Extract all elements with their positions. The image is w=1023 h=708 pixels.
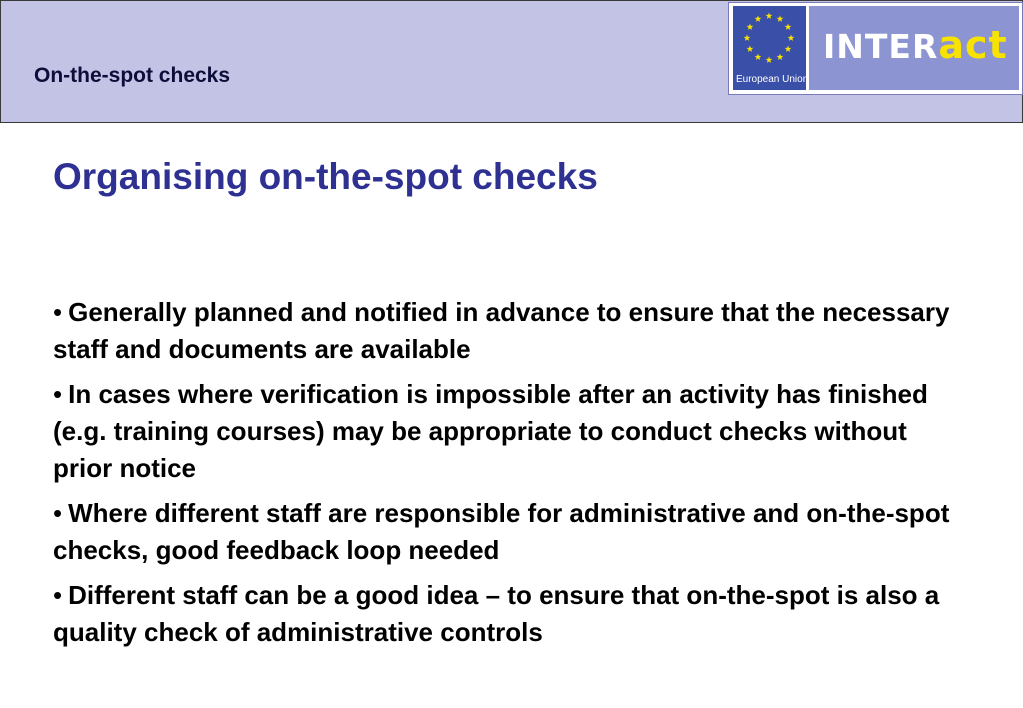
bullet-item: [53, 495, 968, 569]
header-title: On-the-spot checks: [34, 64, 231, 87]
eu-star-icon: [766, 12, 773, 19]
interact-logo-part2: act: [938, 23, 1008, 67]
bullet-symbol: •: [53, 580, 63, 610]
eu-star-icon: [766, 56, 773, 63]
eu-star-icon: [747, 45, 754, 52]
bullet-list: [53, 294, 968, 659]
eu-star-icon: [785, 23, 792, 30]
slide-heading: Organising on-the-spot checks: [53, 156, 598, 197]
bullet-text: In cases where verification is impossible after an activity has finished (e.g. training courses) may be appropriate to conduct checks without prior notice: [53, 379, 928, 483]
bullet-symbol: •: [53, 379, 63, 409]
eu-flag-logo: [733, 6, 809, 90]
bullet-text: Generally planned and notified in advance to ensure that the necessary staff and documents are available: [53, 297, 950, 364]
eu-label: European Union: [736, 74, 809, 85]
interact-logo-text: [823, 23, 1008, 67]
bullet-item: [53, 577, 968, 651]
bullet-item: [53, 294, 968, 368]
eu-star-icon: [744, 34, 751, 41]
eu-star-icon: [755, 15, 762, 22]
eu-star-icon: [747, 23, 754, 30]
eu-star-icon: [777, 53, 784, 60]
interact-logo: [809, 6, 1019, 90]
interact-logo-part1: INTER: [823, 27, 939, 66]
eu-star-icon: [755, 53, 762, 60]
header-band: [0, 0, 1023, 123]
bullet-symbol: •: [53, 498, 63, 528]
bullet-text: Where different staff are responsible for administrative and on-the-spot checks, good feedback loop needed: [53, 498, 950, 565]
eu-star-icon: [785, 45, 792, 52]
eu-stars-icon: [733, 6, 806, 74]
bullet-item: [53, 376, 968, 487]
logo-area: [728, 2, 1023, 95]
eu-star-icon: [788, 34, 795, 41]
eu-star-icon: [777, 15, 784, 22]
bullet-text: Different staff can be a good idea – to ensure that on-the-spot is also a quality check of administrative controls: [53, 580, 940, 647]
bullet-symbol: •: [53, 297, 63, 327]
